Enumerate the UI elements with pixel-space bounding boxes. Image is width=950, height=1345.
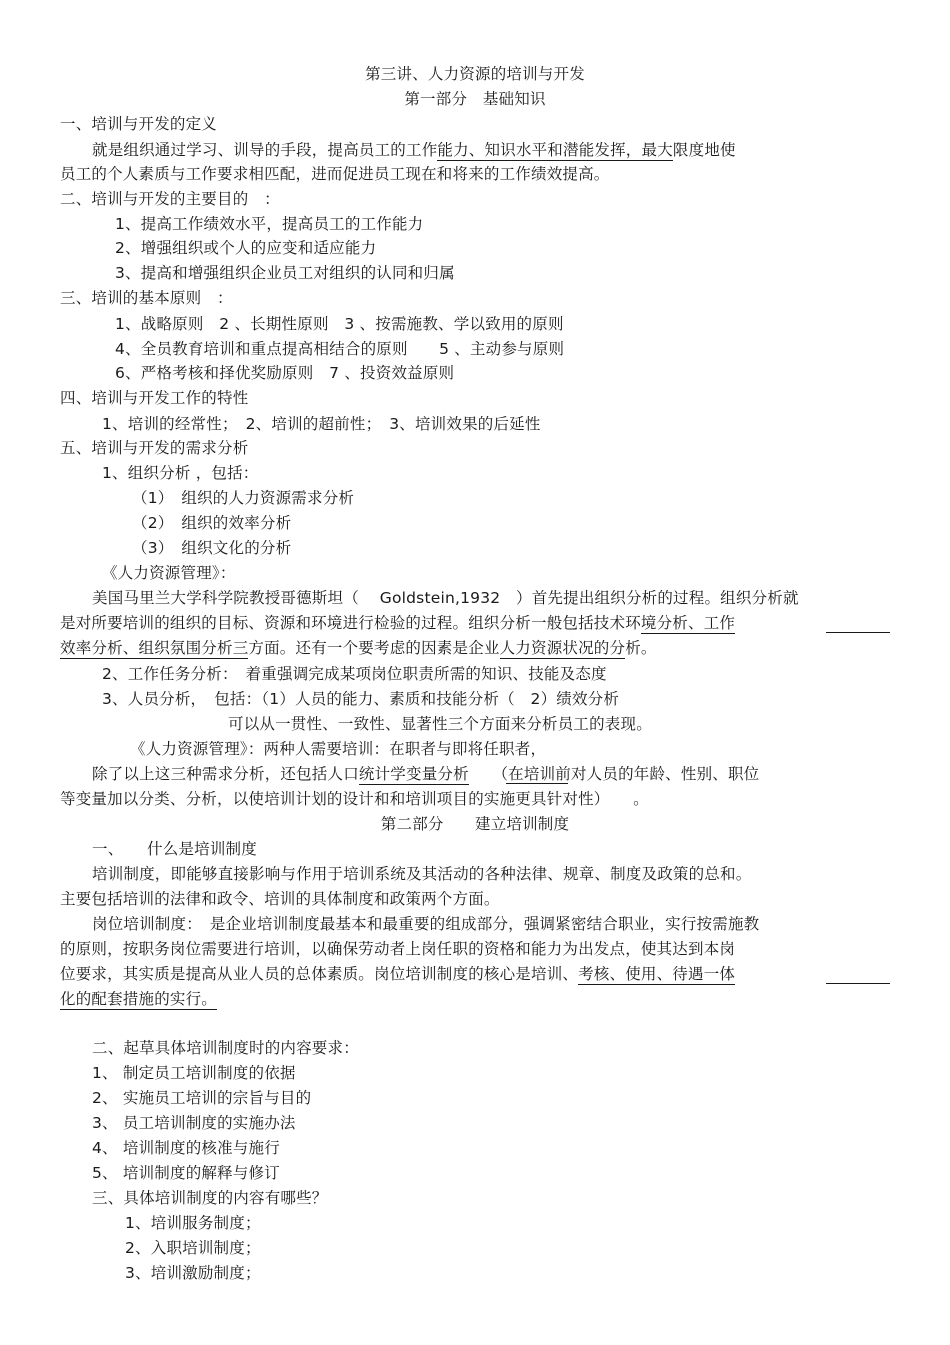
s3-row-1: 1、战略原则 2 、长期性原则 3 、按需施教、学以致用的原则 <box>115 315 564 333</box>
s5-heading: 五、培训与开发的需求分析 <box>60 439 249 457</box>
s2-item-2: 2、增强组织或个人的应变和适应能力 <box>115 239 377 257</box>
s5-book-reference-2: 《人力资源管理》：两种人需要培训：在职者与即将任职者， <box>130 740 547 758</box>
p2s1-heading: 一、 什么是培训制度 <box>92 840 257 858</box>
p2s2-item-4: 4、 培训制度的核准与施行 <box>92 1139 280 1157</box>
page-title: 第三讲、人力资源的培训与开发 <box>365 65 585 83</box>
p2s2-item-2: 2、 实施员工培训的宗旨与目的 <box>92 1089 312 1107</box>
p2s1-definition-line1: 培训制度，即能够直接影响与作用于培训系统及其活动的各种法律、规章、制度及政策的总和。 <box>92 865 752 883</box>
p2s3-heading: 三、具体培训制度的内容有哪些？ <box>92 1189 328 1207</box>
s2-item-3: 3、提高和增强组织企业员工对组织的认同和归属 <box>115 264 455 282</box>
s4-heading: 四、培训与开发工作的特性 <box>60 389 249 407</box>
s3-row-3: 6、严格考核和择优奖励原则 7 、投资效益原则 <box>115 364 455 382</box>
s5-org-analysis: 1、组织分析 ，包括： <box>102 464 259 482</box>
s4-row-1: 1、培训的经常性； 2、培训的超前性； 3、培训效果的后延性 <box>102 415 541 433</box>
p2s2-item-1: 1、 制定员工培训制度的依据 <box>92 1064 296 1082</box>
p2s2-heading: 二、起草具体培训制度时的内容要求： <box>92 1039 359 1057</box>
p2s3-item-2: 2、入职培训制度； <box>125 1239 261 1257</box>
s2-heading: 二、培训与开发的主要目的 ： <box>60 190 280 208</box>
s5-paragraph-line1: 美国马里兰大学科学院教授哥德斯坦（ Goldstein,1932 ）首先提出组织分析的过程。组织分析就 <box>92 589 799 607</box>
s5-person-analysis-note: 可以从一贯性、一致性、显著性三个方面来分析员工的表现。 <box>228 715 652 733</box>
p2s3-item-3: 3、培训激励制度； <box>125 1264 261 1282</box>
s5-person-analysis: 3、人员分析， 包括：（1）人员的能力、素质和技能分析（ 2）绩效分析 <box>102 690 620 708</box>
s1-heading: 一、培训与开发的定义 <box>60 115 218 133</box>
underline-rule <box>826 983 890 984</box>
p2s1-post-training-line3: 位要求，其实质是提高从业人员的总体素质。岗位培训制度的核心是培训、考核、使用、待遇一体 <box>60 965 736 983</box>
s5-org-item-3: （3） 组织文化的分析 <box>132 539 292 557</box>
s1-paragraph-line1: 就是组织通过学习、训导的手段，提高员工的工作能力、知识水平和潜能发挥，最大限度地使 <box>92 141 736 159</box>
s1-paragraph-line2: 员工的个人素质与工作要求相匹配，进而促进员工现在和将来的工作绩效提高。 <box>60 165 610 183</box>
s5-paragraph2-line2: 等变量加以分类、分析，以使培训计划的设计和和培训项目的实施更具针对性） 。 <box>60 790 649 808</box>
s5-book-reference: 《人力资源管理》： <box>102 564 236 582</box>
p2s1-post-training-line1: 岗位培训制度： 是企业培训制度最基本和最重要的组成部分，强调紧密结合职业，实行按需施教 <box>92 915 760 933</box>
p2s2-item-3: 3、 员工培训制度的实施办法 <box>92 1114 296 1132</box>
s5-org-item-1: （1） 组织的人力资源需求分析 <box>132 489 355 507</box>
p2s2-item-5: 5、 培训制度的解释与修订 <box>92 1164 280 1182</box>
p2s3-item-1: 1、培训服务制度； <box>125 1214 261 1232</box>
p2s1-post-training-line2: 的原则，按职务岗位需要进行培训，以确保劳动者上岗任职的资格和能力为出发点，使其达到本岗 <box>60 940 736 958</box>
s5-paragraph-line3: 效率分析、组织氛围分析三方面。还有一个要考虑的因素是企业人力资源状况的分析。 <box>60 639 657 657</box>
s5-paragraph-line2: 是对所要培训的组织的目标、资源和环境进行检验的过程。组织分析一般包括技术环境分析、工作 <box>60 614 736 632</box>
s5-task-analysis: 2、工作任务分析： 着重强调完成某项岗位职责所需的知识、技能及态度 <box>102 665 607 683</box>
p2s1-definition-line2: 主要包括培训的法律和政令、培训的具体制度和政策两个方面。 <box>60 890 500 908</box>
s3-row-2: 4、全员教育培训和重点提高相结合的原则 5 、主动参与原则 <box>115 340 565 358</box>
part1-heading: 第一部分 基础知识 <box>404 90 546 108</box>
underline-rule <box>826 632 890 633</box>
part2-heading: 第二部分 建立培训制度 <box>380 815 570 833</box>
p2s1-post-training-line4: 化的配套措施的实行。 <box>60 990 218 1008</box>
s5-paragraph2-line1: 除了以上这三种需求分析，还包括人口统计学变量分析 （在培训前对人员的年龄、性别、职位 <box>92 765 760 783</box>
s3-heading: 三、培训的基本原则 ： <box>60 289 233 307</box>
s5-org-item-2: （2） 组织的效率分析 <box>132 514 292 532</box>
underline-rule <box>506 783 568 784</box>
s2-item-1: 1、提高工作绩效水平，提高员工的工作能力 <box>115 215 424 233</box>
